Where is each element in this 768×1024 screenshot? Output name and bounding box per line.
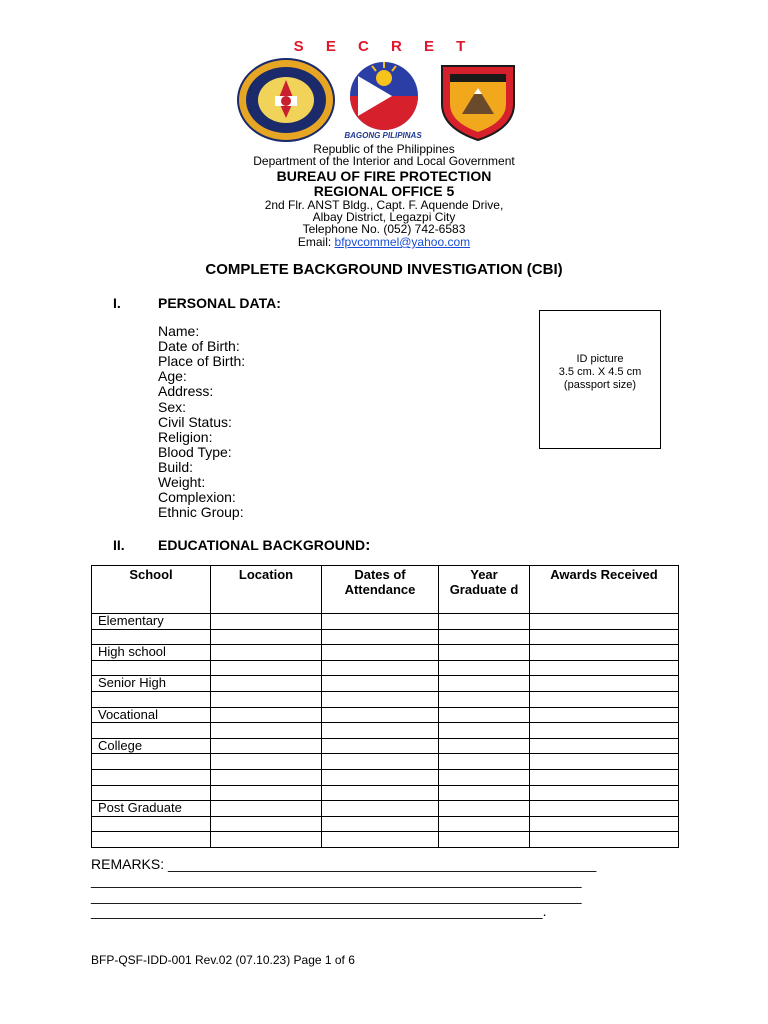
personal-field-label: Address: [158,383,214,400]
remarks-line-3: _______________________________________________________________ [91,888,582,904]
table-cell [530,629,679,645]
table-cell [530,801,679,817]
section-2-number: II. [113,537,125,553]
personal-field-label: Sex: [158,398,187,415]
table-row [92,707,679,723]
table-cell [439,629,530,645]
education-table [91,565,679,848]
school-level-cell: Senior High [92,676,211,692]
table-cell [322,676,439,692]
table-cell [211,723,322,739]
header-logos [0,58,768,142]
remarks-line-1: REMARKS: _______________________________________________________ [91,856,597,872]
department-line: Department of the Interior and Local Government [253,154,515,168]
section-2-title-text: EDUCATIONAL BACKGROUND [158,537,366,553]
table-cell [439,691,530,707]
table-row [92,645,679,661]
table-row [92,816,679,832]
table-cell [211,769,322,785]
table-cell [439,723,530,739]
school-level-cell: High school [92,645,211,661]
personal-field-label: Place of Birth: [158,353,246,370]
photo-box-line-2: 3.5 cm. X 4.5 cm [558,366,642,378]
remarks-line-2: _______________________________________________________________ [91,872,582,888]
table-cell [439,832,530,848]
table-cell [322,801,439,817]
table-cell [530,614,679,630]
section-2-title-colon: : [365,537,371,554]
table-row [92,754,679,770]
table-cell [530,769,679,785]
table-row [92,691,679,707]
email-line [0,236,768,249]
table-cell [530,723,679,739]
table-cell [322,629,439,645]
photo-box-line-1: ID picture [576,353,624,365]
table-cell [530,738,679,754]
school-level-cell [92,769,211,785]
table-cell [439,769,530,785]
table-cell [322,785,439,801]
col-location: Location [211,566,322,614]
bureau-name: BUREAU OF FIRE PROTECTION [276,168,492,184]
personal-field-label: Weight: [158,474,206,490]
table-cell [211,801,322,817]
table-cell [530,691,679,707]
personal-field-label: Ethnic Group: [158,504,244,521]
table-cell [530,816,679,832]
table-cell [439,660,530,676]
school-level-cell [92,629,211,645]
table-cell [530,676,679,692]
table-cell [322,691,439,707]
id-photo-box [539,310,661,449]
table-cell [439,614,530,630]
table-cell [211,645,322,661]
telephone-line: Telephone No. (052) 742-6583 [302,222,466,236]
table-row [92,723,679,739]
table-cell [211,832,322,848]
bagong-pilipinas-text: BAGONG PILIPINAS [344,131,422,140]
school-level-cell [92,691,211,707]
table-cell [211,629,322,645]
personal-field-label: Name: [158,323,200,339]
col-awards-received: Awards Received [530,566,679,614]
table-row [92,629,679,645]
table-cell [439,816,530,832]
personal-field-label: Age: [158,368,187,385]
school-level-cell: Post Graduate [92,801,211,817]
school-level-cell: Elementary [92,614,211,630]
table-cell [211,707,322,723]
address-line-1: 2nd Flr. ANST Bldg., Capt. F. Aquende Drive, [264,198,504,212]
table-row [92,801,679,817]
school-level-cell [92,785,211,801]
email-link[interactable]: bfpvcommel@yahoo.com [334,235,471,249]
remarks-line-4: __________________________________________________________. [91,903,547,919]
school-level-cell [92,816,211,832]
table-cell [530,785,679,801]
table-cell [530,707,679,723]
table-cell [530,645,679,661]
section-2-title [158,537,370,555]
photo-box-line-3: (passport size) [563,379,637,391]
table-row [92,769,679,785]
table-cell [211,738,322,754]
table-row [92,832,679,848]
school-level-cell [92,723,211,739]
page-footer: BFP-QSF-IDD-001 Rev.02 (07.10.23) Page 1 of 6 [91,953,355,967]
col-year-graduated: Year Graduate d [439,566,530,614]
document-title: COMPLETE BACKGROUND INVESTIGATION (CBI) [205,261,563,278]
personal-field-label: Date of Birth: [158,338,240,355]
table-cell [211,754,322,770]
table-cell [322,723,439,739]
table-cell [439,645,530,661]
table-cell [322,769,439,785]
table-cell [530,754,679,770]
table-cell [322,645,439,661]
table-cell [530,660,679,676]
region-name: REGIONAL OFFICE 5 [313,183,455,199]
table-row [92,614,679,630]
bagong-pilipinas-logo [344,58,424,132]
table-cell [322,816,439,832]
col-dates-of-attendance: Dates of Attendance [322,566,439,614]
table-cell [322,738,439,754]
table-cell [439,801,530,817]
table-row [92,676,679,692]
personal-field-label: Build: [158,458,194,475]
table-cell [530,832,679,848]
table-cell [322,614,439,630]
table-cell [439,738,530,754]
section-1-number: I. [113,295,121,311]
table-cell [322,707,439,723]
section-1-title: PERSONAL DATA: [158,295,281,311]
republic-line: Republic of the Philippines [313,142,455,156]
personal-field-label: Blood Type: [158,443,232,460]
personal-field-label: Complexion: [158,489,236,506]
school-level-cell: College [92,738,211,754]
table-cell [439,676,530,692]
personal-field-label: Civil Status: [158,413,232,430]
regional-office-badge [436,58,520,142]
table-cell [322,754,439,770]
school-level-cell [92,660,211,676]
table-cell [322,660,439,676]
email-label: Email: [297,235,332,249]
table-cell [439,707,530,723]
table-cell [322,832,439,848]
school-level-cell [92,832,211,848]
col-school: School [92,566,211,614]
table-row [92,785,679,801]
school-level-cell: Vocational [92,707,211,723]
table-cell [211,691,322,707]
personal-field-label: Religion: [158,428,213,445]
address-line-2: Albay District, Legazpi City [312,210,456,224]
school-level-cell [92,754,211,770]
table-row [92,738,679,754]
table-row [92,660,679,676]
education-table-header [92,566,679,614]
table-cell [211,676,322,692]
education-table-body [92,614,679,848]
table-cell [211,660,322,676]
table-cell [211,785,322,801]
table-cell [439,754,530,770]
bfp-seal-logo [237,58,335,142]
table-cell [211,614,322,630]
table-cell [211,816,322,832]
classification-marking: S E C R E T [293,38,475,55]
table-cell [439,785,530,801]
